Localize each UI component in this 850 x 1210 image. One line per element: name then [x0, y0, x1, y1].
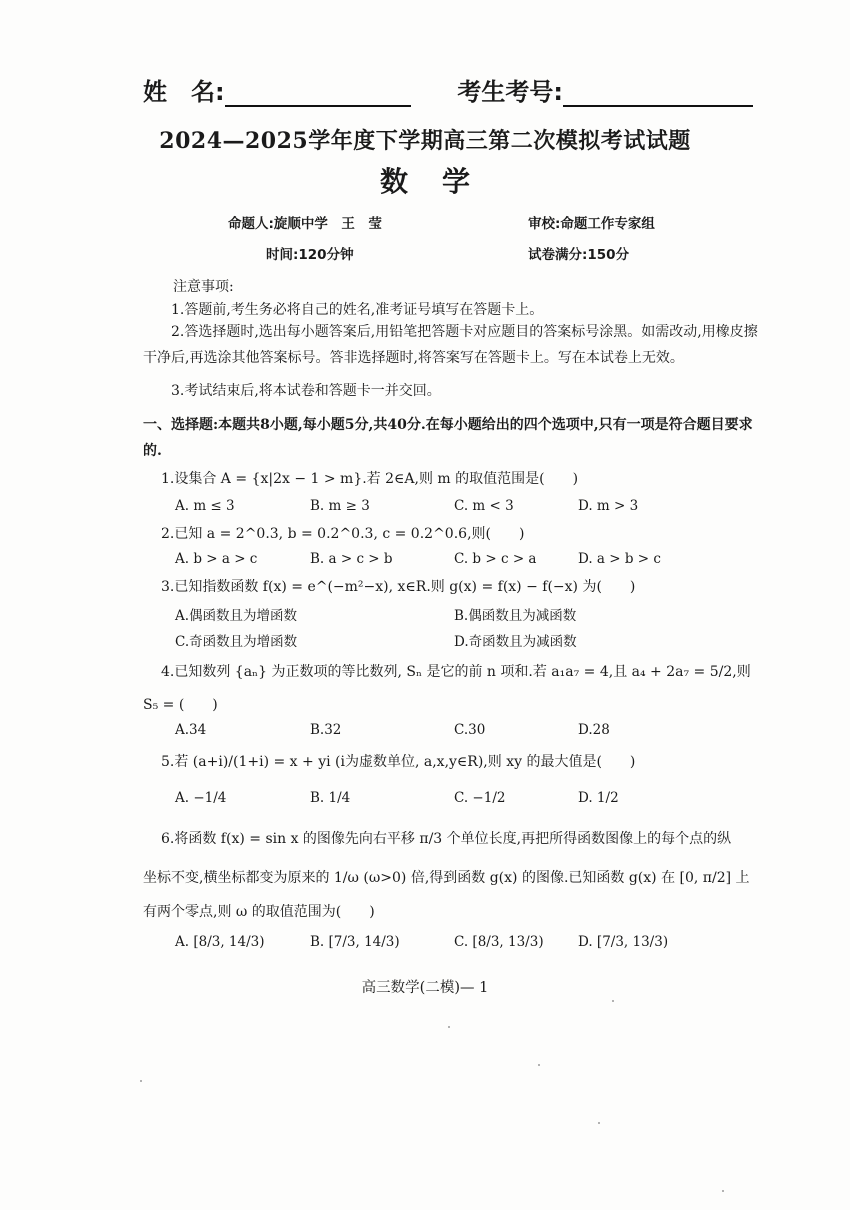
reviewer-info: 审校:命题工作专家组	[528, 216, 655, 232]
question-1-option-c: C. m < 3	[454, 498, 514, 514]
question-4-stem: 4.已知数列 {aₙ} 为正数项的等比数列, Sₙ 是它的前 n 项和.若 a₁a₇ = 4,且 a₄ + 2a₇ = 5/2,则	[161, 664, 751, 680]
question-6-stem-cont: 坐标不变,横坐标都变为原来的 1/ω (ω>0) 倍,得到函数 g(x) 的图像.已知函数 g(x) 在 [0, π/2] 上	[143, 870, 750, 886]
exam-number-label: 考生考号:	[457, 78, 563, 106]
scan-speck	[598, 1122, 600, 1124]
scan-speck	[448, 1026, 450, 1028]
question-5-option-d: D. 1/2	[578, 790, 619, 806]
name-blank	[225, 85, 411, 107]
scan-speck	[612, 1000, 614, 1002]
question-6-stem: 6.将函数 f(x) = sin x 的图像先向右平移 π/3 个单位长度,再把所得函数图像上的每个点的纵	[161, 831, 732, 847]
question-3-option-b: B.偶函数且为减函数	[454, 608, 577, 624]
question-5-option-a: A. −1/4	[175, 790, 227, 806]
exam-number-blank	[563, 85, 753, 107]
question-6-option-d: D. [7/3, 13/3)	[578, 934, 669, 950]
question-3-option-d: D.奇函数且为减函数	[454, 634, 577, 650]
scan-speck	[140, 1080, 142, 1082]
page-footer: 高三数学(二模)— 1	[361, 980, 489, 996]
question-2-option-a: A. b > a > c	[175, 551, 258, 567]
question-4-option-c: C.30	[454, 722, 486, 738]
question-6-option-a: A. [8/3, 14/3)	[175, 934, 265, 950]
scan-speck	[538, 1064, 540, 1066]
question-4-option-b: B.32	[310, 722, 342, 738]
question-2-stem: 2.已知 a = 2^0.3, b = 0.2^0.3, c = 0.2^0.6,则( )	[161, 526, 525, 542]
full-score-info: 试卷满分:150分	[528, 247, 630, 263]
question-1-option-d: D. m > 3	[578, 498, 639, 514]
question-3-stem: 3.已知指数函数 f(x) = e^(−m²−x), x∈R.则 g(x) = f(x) − f(−x) 为( )	[161, 579, 636, 595]
question-5-stem: 5.若 (a+i)/(1+i) = x + yi (i为虚数单位, a,x,y∈R),则 xy 的最大值是( )	[161, 754, 636, 770]
subject-title: 数学	[379, 165, 504, 198]
notice-title: 注意事项:	[173, 279, 234, 295]
exam-title: 2024—2025学年度下学期高三第二次模拟考试试题	[159, 128, 691, 154]
question-1-option-b: B. m ≥ 3	[310, 498, 370, 514]
question-6-stem-cont-2: 有两个零点,则 ω 的取值范围为( )	[143, 904, 375, 920]
notice-item-3: 3.考试结束后,将本试卷和答题卡一并交回。	[171, 383, 441, 399]
author-info: 命题人:旋顺中学 王 莹	[228, 216, 382, 232]
question-5-option-b: B. 1/4	[310, 790, 351, 806]
question-1-option-a: A. m ≤ 3	[175, 498, 235, 514]
question-4-stem-cont: S₅ = ( )	[143, 697, 218, 713]
question-4-option-a: A.34	[175, 722, 207, 738]
notice-item-1: 1.答题前,考生务必将自己的姓名,准考证号填写在答题卡上。	[171, 302, 544, 318]
name-label: 姓 名:	[143, 78, 225, 106]
question-2-option-c: C. b > c > a	[454, 551, 537, 567]
question-6-option-b: B. [7/3, 14/3)	[310, 934, 400, 950]
question-2-option-b: B. a > c > b	[310, 551, 393, 567]
scan-speck	[722, 1190, 724, 1192]
section-heading: 一、选择题:本题共8小题,每小题5分,共40分.在每小题给出的四个选项中,只有一项是符合题目要求的.	[143, 417, 753, 459]
question-5-option-c: C. −1/2	[454, 790, 506, 806]
notice-item-2: 2.答选择题时,选出每小题答案后,用铅笔把答题卡对应题目的答案标号涂黑。如需改动,用橡皮擦干净后,再选涂其他答案标号。答非选择题时,将答案写在答题卡上。写在本试卷上无效。	[143, 324, 758, 366]
question-2-option-d: D. a > b > c	[578, 551, 661, 567]
question-1-stem: 1.设集合 A = {x|2x − 1 > m}.若 2∈A,则 m 的取值范围是( )	[161, 471, 579, 487]
question-3-option-c: C.奇函数且为增函数	[175, 634, 298, 650]
question-6-option-c: C. [8/3, 13/3)	[454, 934, 544, 950]
candidate-info-line	[143, 72, 753, 107]
time-info: 时间:120分钟	[266, 247, 354, 263]
question-3-option-a: A.偶函数且为增函数	[175, 608, 298, 624]
question-4-option-d: D.28	[578, 722, 610, 738]
